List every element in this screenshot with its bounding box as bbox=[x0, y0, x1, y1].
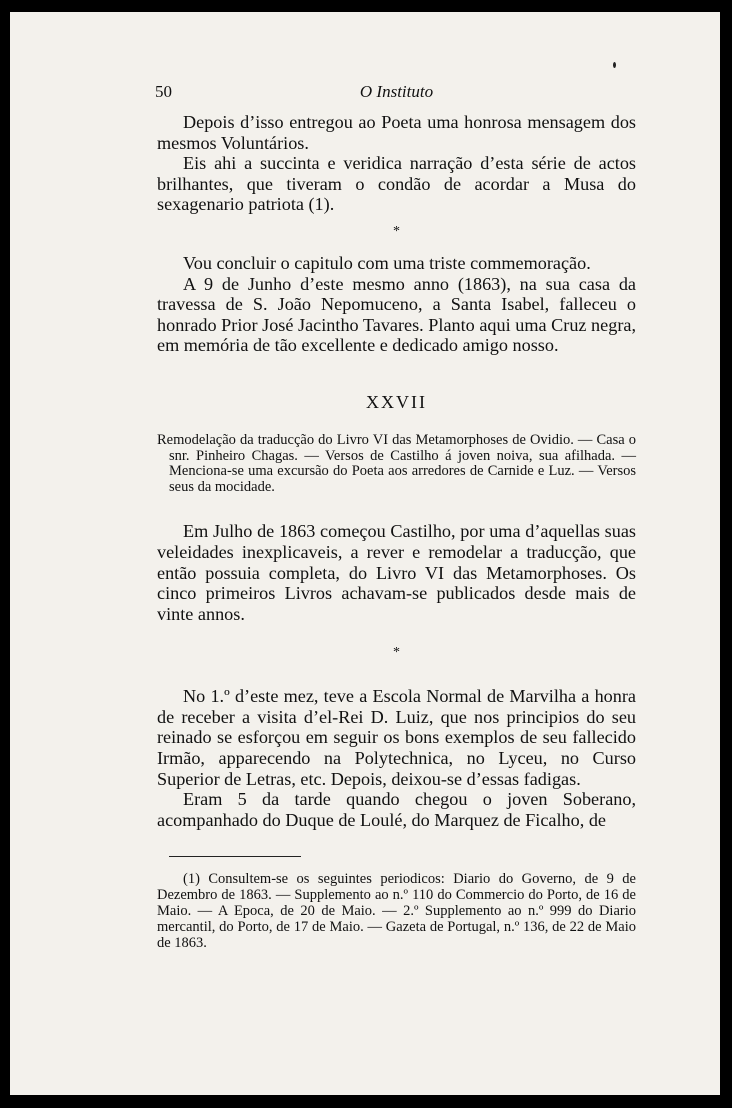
paragraph-7: Eram 5 da tarde quando chegou o joven Soberano, acompanhado do Duque de Loulé, do Marquez de Ficalho, de bbox=[157, 789, 636, 830]
chapter-heading: XXVII bbox=[366, 391, 427, 412]
page-header bbox=[157, 82, 636, 112]
ink-speck bbox=[613, 62, 616, 68]
chapter-summary: Remodelação da traducção do Livro VI das Metamorphoses de Ovidio. — Casa o snr. Pinheiro Chagas. — Versos de Castilho á joven noiva, sua afilhada. — Menciona-se uma excursão do Poeta aos arredores de Carnide e Luz. — Versos seus da mocidade. bbox=[157, 431, 636, 495]
running-title: O Instituto bbox=[359, 82, 434, 101]
book-page bbox=[10, 12, 720, 1095]
paragraph-3: Vou concluir o capitulo com uma triste commemoração. bbox=[183, 252, 591, 273]
footnote: (1) Consultem-se os seguintes periodicos: Diario do Governo, de 9 de Dezembro de 1863. — Supplemento ao n.º 110 do Commercio do Porto, de 16 de Maio. — A Epoca, de 20 de Maio. — 2.º Supplemento ao n.º 999 do Diario mercantil, do Porto, de 17 de Maio. — Gazeta de Portugal, n.º 136, de 22 de Maio de 1863. bbox=[157, 871, 636, 951]
text-block bbox=[157, 82, 636, 951]
paragraph-1: Depois d’isso entregou ao Poeta uma honrosa mensagem dos mesmos Voluntários. bbox=[157, 112, 636, 153]
footnote-rule bbox=[169, 856, 301, 857]
paragraph-2: Eis ahi a succinta e veridica narração d’esta série de actos brilhantes, que tiveram o condão de acordar a Musa do sexagenario patriota (1). bbox=[157, 153, 636, 215]
page-number: 50 bbox=[155, 82, 172, 101]
section-separator: * bbox=[393, 223, 400, 239]
section-separator: * bbox=[393, 645, 400, 661]
paragraph-6: No 1.º d’este mez, teve a Escola Normal de Marvilha a honra de receber a visita d’el-Rei D. Luiz, que nos principios do seu reinado se esforçou em seguir os bons exemplos de seu fallecido Irmão, apparecendo na Polytechnica, no Lyceu, no Curso Superior de Letras, etc. Depois, deixou-se d’essas fadigas. bbox=[157, 686, 636, 789]
paragraph-4: A 9 de Junho d’este mesmo anno (1863), na sua casa da travessa de S. João Nepomuceno, a Santa Isabel, falleceu o honrado Prior José Jacintho Tavares. Planto aqui uma Cruz negra, em memória de tão excellente e dedicado amigo nosso. bbox=[157, 273, 636, 356]
paragraph-5: Em Julho de 1863 começou Castilho, por uma d’aquellas suas veleidades inexplicaveis, a rever e remodelar a traducção, que então possuia completa, do Livro VI das Metamorphoses. Os cinco primeiros Livros achavam-se publicados desde mais de vinte annos. bbox=[157, 521, 636, 624]
